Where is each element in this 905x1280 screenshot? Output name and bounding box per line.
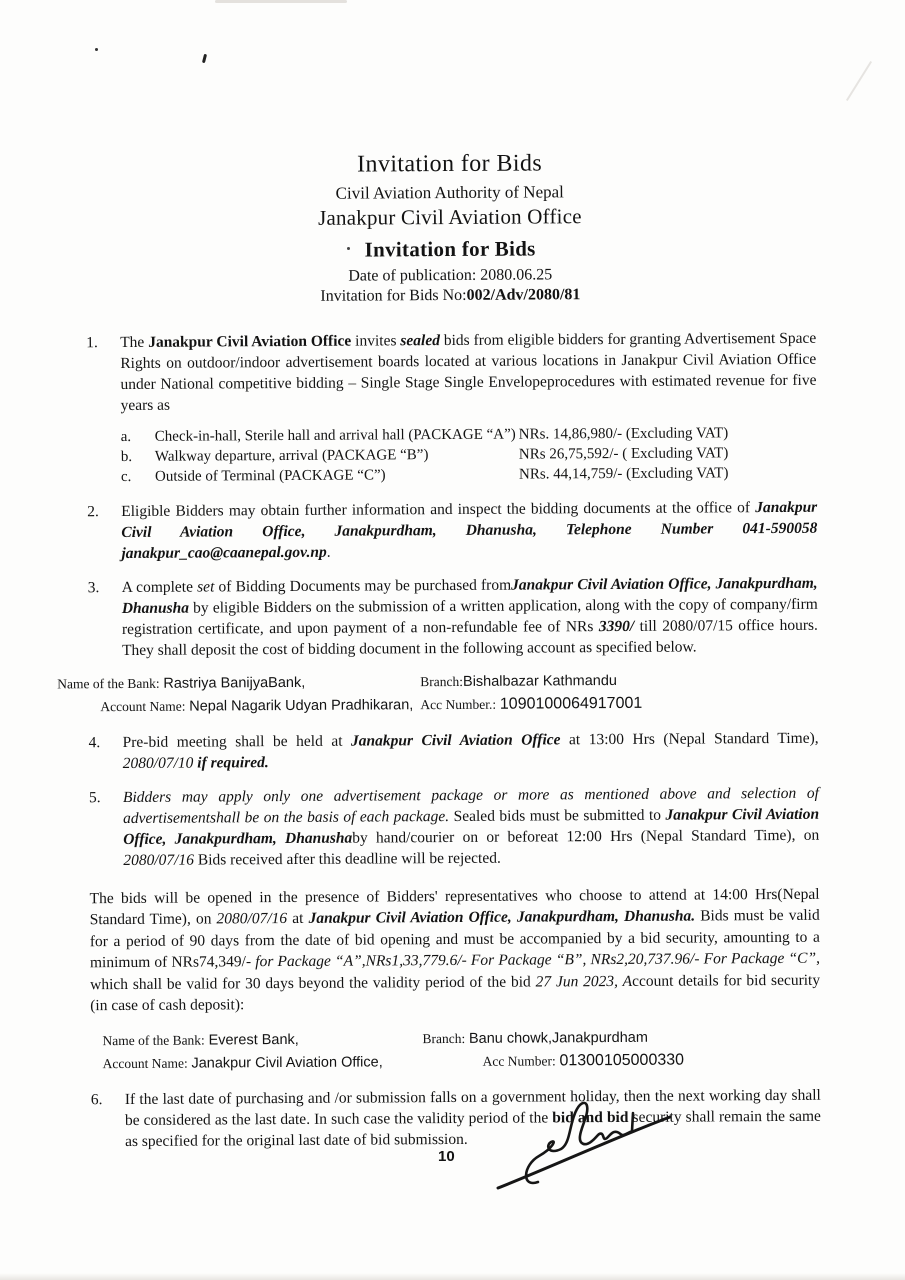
page-number: 10	[438, 1148, 455, 1165]
bank-details-1	[57, 669, 818, 717]
package-label: a.	[120, 428, 132, 445]
package-text: Walkway departure, arrival (PACKAGE “B”)	[154, 446, 429, 465]
acc-number-value: 01300105000330	[559, 1051, 685, 1069]
bank-name-value: Everest Bank,	[208, 1031, 299, 1049]
signature-icon	[492, 1092, 677, 1197]
paragraph-6	[91, 1084, 821, 1151]
account-name-label: Account Name:	[100, 698, 186, 714]
scan-speck	[95, 48, 98, 51]
subtitle: Invitation for Bids	[364, 236, 536, 262]
bank-row	[103, 1049, 821, 1073]
item-number: 1.	[86, 333, 98, 351]
bid-number-value: 002/Adv/2080/81	[466, 285, 581, 304]
branch-label: Branch:	[422, 1030, 466, 1046]
account-name-value: Janakpur Civil Aviation Office,	[191, 1054, 383, 1072]
item-number: 3.	[87, 578, 100, 596]
paragraph-text: Eligible Bidders may obtain further information and inspect the bidding documents at the office of Janakpur Civil Aviation Office, Janakpurdham, Dhanusha, Telephone Number 041-590058 janakpur_cao@caanepal.gov.np.	[121, 498, 818, 562]
package-label: c.	[120, 468, 132, 485]
bid-number-label: Invitation for Bids No:	[320, 286, 467, 305]
authority-line: Civil Aviation Authority of Nepal	[335, 182, 564, 204]
document-header	[0, 147, 903, 308]
opening-paragraph: The bids will be opened in the presence of Bidders' representatives who choose to attend at 14:00 Hrs(Nepal Standard Time), on 2080/07/16 at Janakpur Civil Aviation Office, Janakpurdham, Dhanusha. Bids must be valid for a period of 90 days from the date of bid opening and must be accompanied by a bid security, amounting to a minimum of NRs74,349/- for Package “A”,NRs1,33,779.6/- For Package “B”, NRs2,20,737.96/- For Package “C”, which shall be valid for 30 days beyond the validity period of the bid 27 Jun 2023, Account details for bid security (in case of cash deposit):	[89, 885, 821, 1015]
page-title: Invitation for Bids	[357, 150, 543, 178]
acc-number-label: Acc Number:	[482, 1053, 556, 1069]
package-price: NRs. 44,14,759/- (Excluding VAT)	[518, 464, 729, 483]
item-number: 4.	[88, 733, 101, 751]
paragraph-text: If the last date of purchasing and /or submission falls on a government holiday, then the next working day shall be considered as the last date. In such case the validity period of the bid and bid security shall remain the same as specified for the original last date of bid submission.	[124, 1086, 821, 1150]
branch-value: Bishalbazar Kathmandu	[462, 672, 618, 690]
body-text	[89, 727, 820, 870]
account-name-value: Nepal Nagarik Udyan Pradhikaran,	[189, 696, 414, 715]
paragraph-3	[88, 572, 818, 660]
body-text	[86, 327, 818, 660]
branch-label: Branch:	[420, 673, 464, 689]
scan-smudge	[215, 0, 347, 3]
paragraph-4	[89, 727, 819, 773]
package-text: Check-in-hall, Sterile hall and arrival hall (PACKAGE “A”)	[154, 426, 516, 445]
paragraph-1	[86, 327, 816, 415]
account-name-label: Account Name:	[102, 1055, 188, 1071]
bank-details-2	[102, 1026, 820, 1073]
paragraph-2	[87, 496, 817, 563]
paragraph-5	[89, 782, 819, 870]
item-number: 2.	[87, 502, 99, 520]
scan-speck	[347, 247, 350, 250]
package-text: Outside of Terminal (PACKAGE “C”)	[154, 467, 386, 485]
package-list	[121, 422, 817, 486]
paragraph-text: Pre-bid meeting shall be held at Janakpur Civil Aviation Office at 13:00 Hrs (Nepal Standard Time), 2080/07/10 if required.	[122, 729, 819, 772]
bank-name-label: Name of the Bank:	[102, 1032, 205, 1048]
paragraph-text: Bidders may apply only one advertisement package or more as mentioned above and selection of advertisementshall be on the basis of each package. Sealed bids must be submitted to Janakpur Civil Aviation Office, Janakpurdham, Dhanushaby hand/courier on or beforeat 12:00 Hrs (Nepal Standard Time), on 2080/07/16 Bids received after this deadline will be rejected.	[122, 784, 820, 869]
office-line: Janakpur Civil Aviation Office	[318, 204, 582, 231]
package-price: NRs. 14,86,980/- (Excluding VAT)	[518, 424, 729, 443]
package-label: b.	[120, 448, 133, 465]
item-number: 6.	[90, 1090, 103, 1108]
paragraph-text: The Janakpur Civil Aviation Office invites sealed bids from eligible bidders for granting Advertisement Space Rights on outdoor/indoor advertisement boards located at various locations in Janakpur Civil Aviation Office under National competitive bidding – Single Stage Single Envelopeprocedures with estimated revenue for five years as	[120, 329, 817, 414]
paragraph-text: A complete set of Bidding Documents may be purchased fromJanakpur Civil Aviation Office, Janakpurdham, Dhanusha by eligible Bidders on the submission of a written application, along with the copy of company/firm registration certificate, and upon payment of a non-refundable fee of NRs 3390/ till 2080/07/15 office hours. They shall deposit the cost of bidding document in the following account as specified below.	[121, 574, 818, 659]
item-number: 5.	[88, 788, 101, 806]
acc-number-value: 1090100064917001	[499, 694, 643, 713]
body-text	[91, 1084, 821, 1151]
branch-value: Banu chowk,Janakpurdham	[468, 1029, 648, 1047]
scan-smudge	[0, 1273, 905, 1280]
publication-date: Date of publication: 2080.06.25	[348, 266, 553, 285]
bank-row	[102, 1026, 820, 1050]
bank-name-value: Rastriya BanijyaBank,	[163, 674, 306, 692]
package-row	[121, 462, 817, 486]
bank-name-label: Name of the Bank:	[57, 675, 160, 692]
bank-row	[57, 669, 818, 694]
package-price: NRs 26,75,592/- ( Excluding VAT)	[518, 444, 729, 463]
bank-row	[57, 692, 818, 717]
acc-number-label: Acc Number.:	[420, 696, 497, 712]
